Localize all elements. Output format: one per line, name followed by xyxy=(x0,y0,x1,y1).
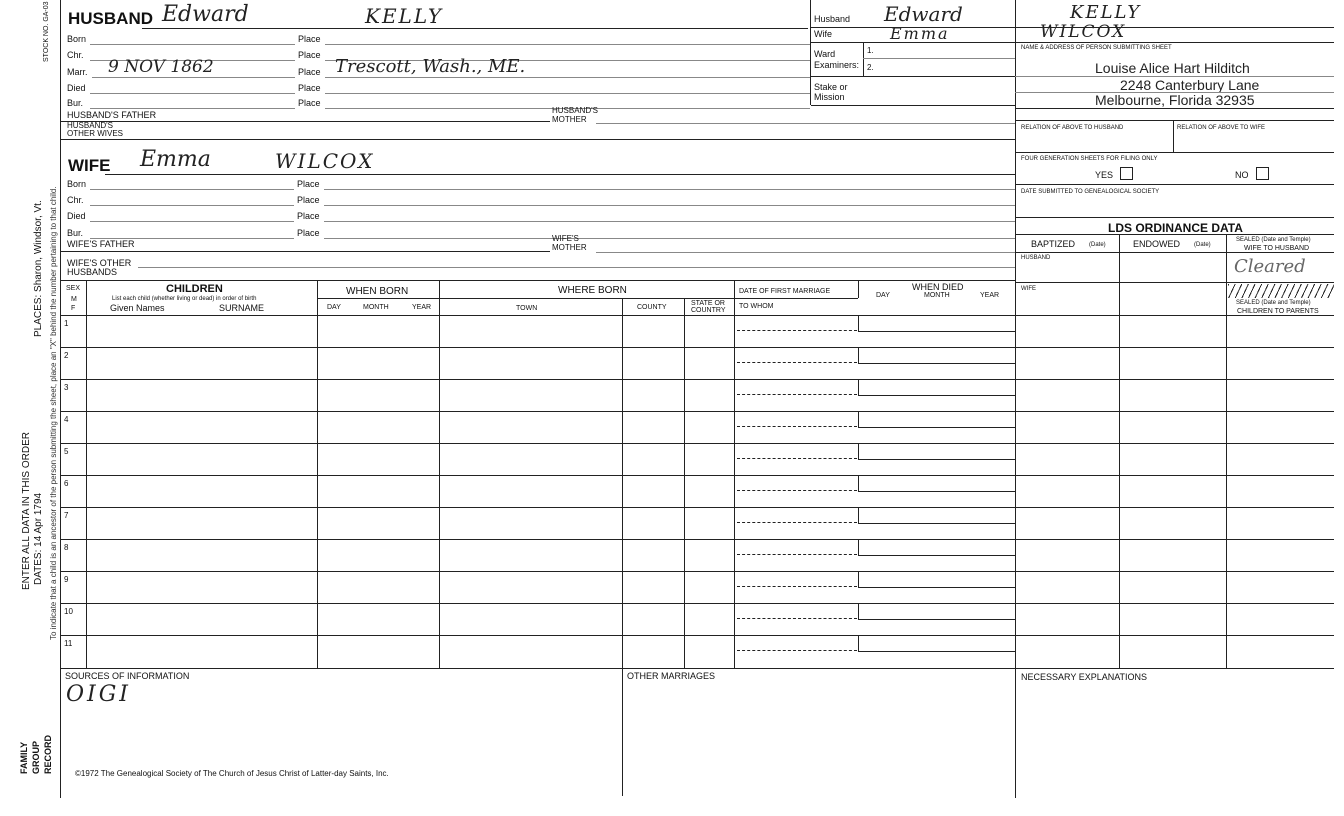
yes-checkbox[interactable] xyxy=(1120,167,1133,180)
submitter-city: Melbourne, Florida 32935 xyxy=(1095,92,1255,108)
child-row-dash-1 xyxy=(737,330,857,331)
husband-marr-label: Marr. xyxy=(67,67,88,77)
husband-born-line xyxy=(90,44,295,45)
sealed-hatch xyxy=(1228,284,1334,298)
submitter-bottom-2 xyxy=(1015,120,1334,121)
stock-number: STOCK NO. GA-03 xyxy=(43,1,50,62)
sealed-wife-label-2: WIFE TO HUSBAND xyxy=(1244,245,1310,252)
submitter-name: Louise Alice Hart Hilditch xyxy=(1095,60,1250,76)
sealed-children-label-2: CHILDREN TO PARENTS xyxy=(1237,308,1319,315)
lds-header-bottom xyxy=(1015,252,1334,253)
ward-label: Ward xyxy=(814,49,836,59)
wife-mother-line xyxy=(596,252,1015,253)
child-row-number-8: 8 xyxy=(64,543,69,552)
to-whom-label: TO WHOM xyxy=(739,303,774,310)
child-row-died-line-8 xyxy=(858,555,1015,556)
children-instruction: List each child (whether living or dead) in order of birth xyxy=(112,296,257,302)
child-row-dash-4 xyxy=(737,426,857,427)
date-submitted-label: DATE SUBMITTED TO GENEALOGICAL SOCIETY xyxy=(1021,189,1160,195)
couple-husband-given[interactable]: Edward xyxy=(884,2,963,26)
endowed-sub: (Date) xyxy=(1194,242,1211,248)
child-row-bottom-10 xyxy=(60,635,1334,636)
husband-born-label: Born xyxy=(67,34,87,44)
child-row-dash-7 xyxy=(737,522,857,523)
wife-died-line xyxy=(90,221,294,222)
baptized-sub: (Date) xyxy=(1089,242,1106,248)
husband-mother-line xyxy=(596,123,1015,124)
relation-husband-label: RELATION OF ABOVE TO HUSBAND xyxy=(1021,125,1124,131)
record-title-2: GROUP xyxy=(31,740,41,774)
relation-divider xyxy=(1173,120,1174,152)
child-row-bottom-11 xyxy=(60,668,1334,669)
child-row-dash-10 xyxy=(737,618,857,619)
husband-section-bottom xyxy=(60,139,1015,140)
husband-died-label: Died xyxy=(67,83,86,93)
child-row-bracket-3 xyxy=(858,379,859,395)
child-row-dash-2 xyxy=(737,362,857,363)
dates-note: DATES: 14 Apr 1794 xyxy=(33,492,44,585)
enter-all-data-note: ENTER ALL DATA IN THIS ORDER xyxy=(21,432,32,590)
child-row-bottom-7 xyxy=(60,539,1334,540)
county-label: COUNTY xyxy=(637,304,667,311)
child-row-bracket-6 xyxy=(858,475,859,491)
wife-born-place-label: Place xyxy=(297,179,320,189)
child-row-number-1: 1 xyxy=(64,319,69,328)
husband-other-wives-label-2: OTHER WIVES xyxy=(67,129,124,138)
endowed-label: ENDOWED xyxy=(1133,239,1180,249)
husband-born-place-line xyxy=(325,44,810,45)
wife-bur-label: Bur. xyxy=(67,228,84,238)
child-row-number-4: 4 xyxy=(64,415,69,424)
child-row-bracket-4 xyxy=(858,411,859,427)
husband-father-line xyxy=(60,121,550,122)
husband-chr-place-label: Place xyxy=(298,50,321,60)
wife-mother-label-2: MOTHER xyxy=(552,243,587,252)
couple-wife-surname[interactable]: WILCOX xyxy=(1040,22,1127,42)
sex-f: F xyxy=(71,305,76,312)
examiner-1: 1. xyxy=(867,46,874,55)
child-row-died-line-3 xyxy=(858,395,1015,396)
husband-name-line xyxy=(142,28,808,29)
four-gen-label: FOUR GENERATION SHEETS FOR FILING ONLY xyxy=(1021,156,1158,162)
wife-father-line xyxy=(60,251,550,252)
sources-label: SOURCES OF INFORMATION xyxy=(65,671,190,681)
left-border xyxy=(60,0,61,798)
child-row-bracket-5 xyxy=(858,443,859,459)
sex-label: SEX xyxy=(66,285,81,292)
sealed-wife-label-1: SEALED (Date and Temple) xyxy=(1236,237,1311,243)
child-row-died-line-9 xyxy=(858,587,1015,588)
child-row-died-line-7 xyxy=(858,523,1015,524)
wife-given[interactable]: Emma xyxy=(140,147,211,172)
child-row-number-9: 9 xyxy=(64,575,69,584)
husband-died-place-line xyxy=(325,93,810,94)
child-row-bracket-2 xyxy=(858,347,859,363)
couple-wife-line xyxy=(811,42,1334,43)
submitter-bottom xyxy=(1015,108,1334,109)
sealed-children-label-1: SEALED (Date and Temple) xyxy=(1236,300,1311,306)
cleared-note[interactable]: Cleared xyxy=(1234,256,1306,277)
husband-surname[interactable]: KELLY xyxy=(365,4,444,28)
couple-husband-surname[interactable]: KELLY xyxy=(1070,2,1142,23)
child-row-bracket-8 xyxy=(858,539,859,555)
copyright: ©1972 The Genealogical Society of The Church of Jesus Christ of Latter-day Saints, Inc. xyxy=(75,769,389,778)
child-row-bracket-11 xyxy=(858,635,859,651)
child-row-bracket-9 xyxy=(858,571,859,587)
child-row-dash-6 xyxy=(737,490,857,491)
wife-born-label: Born xyxy=(67,179,87,189)
child-row-died-line-4 xyxy=(858,427,1015,428)
child-row-bottom-2 xyxy=(60,379,1334,380)
wife-died-place-label: Place xyxy=(297,211,320,221)
date-submitted-bottom xyxy=(1015,217,1334,218)
couple-wife-label: Wife xyxy=(814,29,832,39)
born-year-label: YEAR xyxy=(412,304,432,311)
wife-name-line xyxy=(105,174,1015,175)
husband-mother-label-2: MOTHER xyxy=(552,115,587,124)
died-month-label: MONTH xyxy=(924,292,950,299)
other-marriages-label: OTHER MARRIAGES xyxy=(627,671,716,681)
state-col-line xyxy=(684,298,685,669)
husband-marr-line xyxy=(92,77,295,78)
died-year-label: YEAR xyxy=(980,292,1000,299)
wife-born-line xyxy=(90,189,294,190)
no-checkbox[interactable] xyxy=(1256,167,1269,180)
given-names-label: Given Names xyxy=(110,303,165,313)
husband-born-place-label: Place xyxy=(298,34,321,44)
state-label-1: STATE OR xyxy=(691,300,725,307)
child-row-bottom-1 xyxy=(60,347,1334,348)
couple-husband-label: Husband xyxy=(814,14,851,24)
husband-right-edge xyxy=(810,0,811,105)
child-row-number-10: 10 xyxy=(64,607,73,616)
town-label: TOWN xyxy=(516,305,538,312)
husband-given[interactable]: Edward xyxy=(162,2,249,27)
died-day-label: DAY xyxy=(876,292,890,299)
husband-bur-place-label: Place xyxy=(298,98,321,108)
examiners-label: Examiners: xyxy=(814,60,860,70)
child-row-dash-9 xyxy=(737,586,857,587)
wife-chr-place-line xyxy=(324,205,1015,206)
children-title: CHILDREN xyxy=(166,283,223,295)
child-row-number-2: 2 xyxy=(64,351,69,360)
examiner-2: 2. xyxy=(867,63,874,72)
lds-wife-label: WIFE xyxy=(1021,286,1036,292)
yes-label: YES xyxy=(1095,170,1114,180)
child-row-dash-8 xyxy=(737,554,857,555)
explanations-label: NECESSARY EXPLANATIONS xyxy=(1021,672,1148,682)
ancestor-instruction: To indicate that a child is an ancestor of the person submitting the sheet, place an "X" behind the number pertaining to that child. xyxy=(49,186,58,640)
first-marriage-label: DATE OF FIRST MARRIAGE xyxy=(739,288,831,295)
wife-mother-label-1: WIFE'S xyxy=(552,234,579,243)
child-row-died-line-6 xyxy=(858,491,1015,492)
child-row-bottom-3 xyxy=(60,411,1334,412)
county-col-line xyxy=(622,298,623,796)
wife-chr-place-label: Place xyxy=(297,195,320,205)
ward-bottom xyxy=(811,76,1015,77)
child-row-number-5: 5 xyxy=(64,447,69,456)
wife-father-label: WIFE'S FATHER xyxy=(67,239,135,249)
child-row-died-line-10 xyxy=(858,619,1015,620)
sex-m: M xyxy=(71,296,77,303)
submitter-street: 2248 Canterbury Lane xyxy=(1120,77,1260,93)
child-row-bottom-9 xyxy=(60,603,1334,604)
child-row-number-11: 11 xyxy=(64,639,73,648)
husband-died-line xyxy=(90,93,295,94)
child-row-bottom-4 xyxy=(60,443,1334,444)
husband-marr-place-line xyxy=(325,77,810,78)
submitter-label: NAME & ADDRESS OF PERSON SUBMITTING SHEET xyxy=(1021,45,1172,51)
ward-divider xyxy=(863,42,864,76)
child-row-bottom-8 xyxy=(60,571,1334,572)
marriage-date[interactable]: 9 NOV 1862 xyxy=(108,57,214,77)
husband-other-wives-label-1: HUSBAND'S xyxy=(67,121,113,130)
wife-other-husbands-line xyxy=(138,267,1015,268)
child-row-died-line-1 xyxy=(858,331,1015,332)
child-row-died-line-11 xyxy=(858,651,1015,652)
children-header-mid xyxy=(317,298,858,299)
child-row-dash-5 xyxy=(737,458,857,459)
child-row-bracket-7 xyxy=(858,507,859,523)
child-row-number-6: 6 xyxy=(64,479,69,488)
surname-label: SURNAME xyxy=(219,303,265,313)
wife-born-place-line xyxy=(324,189,1015,190)
examiner-1-line xyxy=(863,58,1015,59)
child-row-number-7: 7 xyxy=(64,511,69,520)
wife-surname[interactable]: WILCOX xyxy=(275,149,375,173)
state-label-2: COUNTRY xyxy=(691,307,726,314)
marriage-place[interactable]: Trescott, Wash., ME. xyxy=(335,56,526,77)
child-row-bottom-5 xyxy=(60,475,1334,476)
four-gen-bottom xyxy=(1015,184,1334,185)
wife-died-place-line xyxy=(324,221,1015,222)
husband-mother-label-1: HUSBAND'S xyxy=(552,106,598,115)
children-header-bottom xyxy=(60,315,1334,316)
born-month-label: MONTH xyxy=(363,304,389,311)
lds-husband-label: HUSBAND xyxy=(1021,255,1051,261)
wife-chr-label: Chr. xyxy=(67,195,84,205)
sources-value[interactable]: OIGI xyxy=(66,682,131,707)
child-row-bracket-10 xyxy=(858,603,859,619)
baptized-label: BAPTIZED xyxy=(1031,239,1076,249)
stake-label-1: Stake or xyxy=(814,82,848,92)
relation-wife-label: RELATION OF ABOVE TO WIFE xyxy=(1177,125,1266,131)
wife-died-label: Died xyxy=(67,211,86,221)
husband-died-place-label: Place xyxy=(298,83,321,93)
stake-label-2: Mission xyxy=(814,92,845,102)
child-row-bottom-6 xyxy=(60,507,1334,508)
relation-bottom xyxy=(1015,152,1334,153)
places-note: PLACES: Sharon, Windsor, Vt. xyxy=(33,200,44,337)
no-label: NO xyxy=(1235,170,1249,180)
child-row-number-3: 3 xyxy=(64,383,69,392)
wife-section-bottom xyxy=(60,280,1015,281)
child-row-bracket-1 xyxy=(858,315,859,331)
husband-marr-place-label: Place xyxy=(298,67,321,77)
stake-bottom xyxy=(811,105,1015,106)
record-title-1: FAMILY xyxy=(19,741,29,774)
when-born-label: WHEN BORN xyxy=(346,286,409,297)
wife-bur-place-line xyxy=(324,238,1015,239)
husband-heading: HUSBAND xyxy=(68,9,153,28)
wife-bur-place-label: Place xyxy=(297,228,320,238)
record-title-3: RECORD xyxy=(43,734,53,774)
child-row-died-line-2 xyxy=(858,363,1015,364)
died-col-line xyxy=(858,280,859,298)
husband-father-label: HUSBAND'S FATHER xyxy=(67,110,157,120)
lds-title-bottom xyxy=(1015,234,1334,235)
couple-wife-given[interactable]: Emma xyxy=(890,24,950,43)
wife-other-husbands-label-1: WIFE'S OTHER xyxy=(67,258,132,268)
born-day-label: DAY xyxy=(327,304,341,311)
wife-chr-line xyxy=(90,205,294,206)
when-died-label: WHEN DIED xyxy=(912,282,964,292)
husband-chr-label: Chr. xyxy=(67,50,84,60)
lds-title: LDS ORDINANCE DATA xyxy=(1108,221,1243,235)
lds-husband-bottom xyxy=(1015,282,1334,283)
husband-bur-line xyxy=(90,108,295,109)
child-row-died-line-5 xyxy=(858,459,1015,460)
child-row-dash-11 xyxy=(737,650,857,651)
husband-bur-label: Bur. xyxy=(67,98,84,108)
child-row-dash-3 xyxy=(737,394,857,395)
where-born-label: WHERE BORN xyxy=(558,285,627,296)
wife-other-husbands-label-2: HUSBANDS xyxy=(67,267,118,277)
wife-heading: WIFE xyxy=(68,156,111,175)
